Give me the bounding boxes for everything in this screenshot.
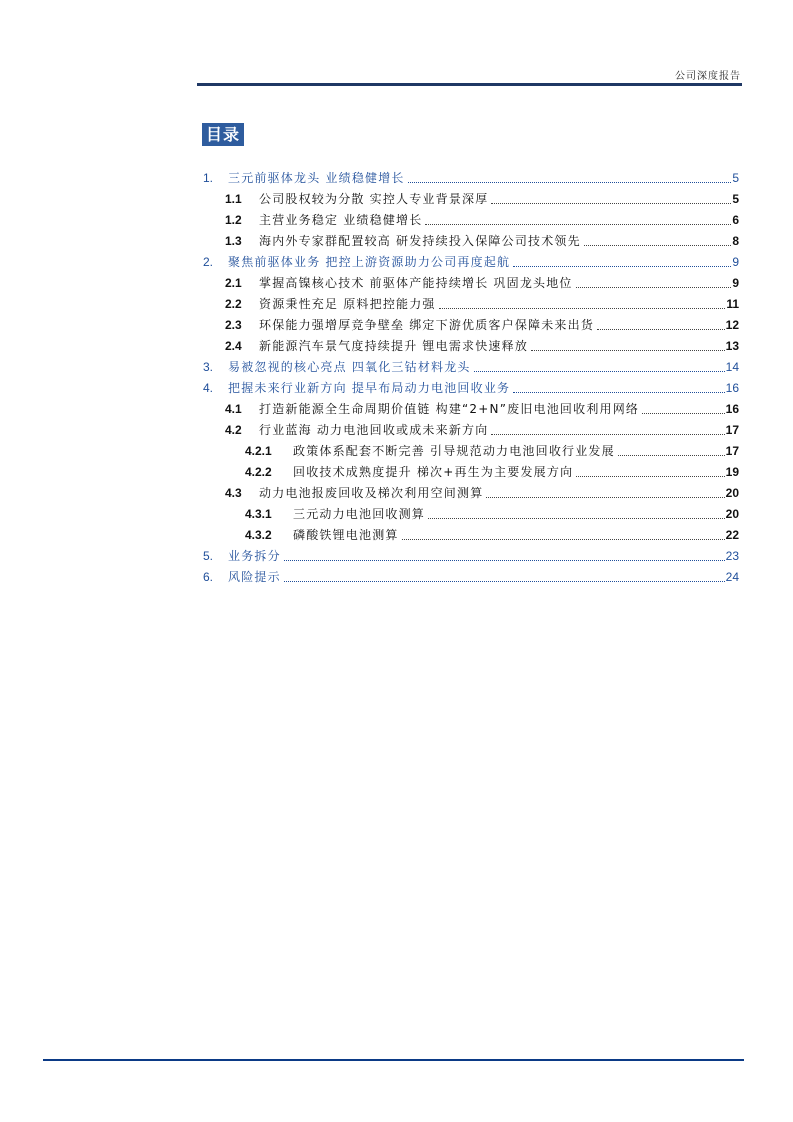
toc-entry-page[interactable]: 17 [725,422,739,437]
toc-entry-page[interactable]: 6 [732,212,739,227]
toc-entry-number: 4.3.2 [245,527,272,542]
toc-entry-number: 2.4 [225,338,242,353]
toc-entry[interactable] [197,335,739,356]
toc-entry[interactable] [197,545,739,566]
toc-entry-page[interactable]: 22 [725,527,739,542]
toc-entry-title[interactable]: 主营业务稳定 业绩稳健增长 [259,213,423,227]
toc-title: 目录 [202,123,244,146]
dot-leader [513,252,731,267]
toc-entry-title[interactable]: 把握未来行业新方向 提早布局动力电池回收业务 [228,381,511,395]
toc-entry-title[interactable]: 磷酸铁锂电池测算 [293,528,399,542]
toc-entry-title[interactable]: 三元前驱体龙头 业绩稳健增长 [228,171,405,185]
toc-entry[interactable] [197,188,739,209]
dot-leader [618,441,725,456]
toc-entry-title[interactable]: 易被忽视的核心亮点 四氧化三钴材料龙头 [228,360,471,374]
dot-leader [491,420,724,435]
dot-leader [642,399,725,414]
toc-entry-title[interactable]: 动力电池报废回收及梯次利用空间测算 [259,486,484,500]
toc-entry-title[interactable]: 行业蓝海 动力电池回收或成未来新方向 [259,423,489,437]
toc-entry[interactable] [197,524,739,545]
toc-entry-page[interactable]: 11 [726,296,739,311]
toc-entry-page[interactable]: 20 [725,485,739,500]
toc-entry-number: 5. [203,548,214,563]
toc-entry-page[interactable]: 24 [725,569,739,584]
toc-entry[interactable] [197,461,739,482]
toc-entry[interactable] [197,230,739,251]
toc-entry-number: 2. [203,254,214,269]
toc-entry-page[interactable]: 16 [725,401,739,416]
toc-entry-page[interactable]: 13 [725,338,739,353]
toc-entry-page[interactable]: 5 [732,191,739,206]
toc-entry[interactable] [197,293,739,314]
dot-leader [597,315,725,330]
toc-entry[interactable] [197,566,739,587]
toc-entry[interactable] [197,251,739,272]
toc-entry-page[interactable]: 16 [725,380,739,395]
toc-entry-page[interactable]: 19 [725,464,739,479]
header-divider [197,83,742,86]
toc-entry-title[interactable]: 掌握高镍核心技术 前驱体产能持续增长 巩固龙头地位 [259,276,573,290]
toc-entry-page[interactable]: 14 [725,359,739,374]
toc-entry-number: 2.1 [225,275,242,290]
dot-leader [513,378,724,393]
toc-entry-number: 4.3 [225,485,242,500]
toc-entry-page[interactable]: 9 [732,275,739,290]
toc-entry-title[interactable]: 三元动力电池回收测算 [293,507,426,521]
toc-entry-title[interactable]: 风险提示 [228,570,281,584]
toc-entry-number: 4.1 [225,401,242,416]
toc-entry-title[interactable]: 资源秉性充足 原料把控能力强 [259,297,436,311]
dot-leader [576,462,724,477]
toc-entry[interactable] [197,377,739,398]
dot-leader [491,189,731,204]
dot-leader [428,504,725,519]
dot-leader [531,336,725,351]
toc-entry-page[interactable]: 5 [732,170,739,185]
table-of-contents [197,167,739,587]
dot-leader [486,483,724,498]
toc-entry[interactable] [197,398,739,419]
dot-leader [576,273,732,288]
toc-entry-number: 1. [203,170,214,185]
dot-leader [439,294,726,309]
dot-leader [584,231,731,246]
toc-entry[interactable] [197,419,739,440]
dot-leader [402,525,725,540]
toc-entry-number: 4.2.1 [245,443,272,458]
toc-entry[interactable] [197,167,739,188]
toc-entry[interactable] [197,209,739,230]
dot-leader [425,210,731,225]
toc-entry[interactable] [197,272,739,293]
toc-entry-page[interactable]: 17 [725,443,739,458]
toc-entry-page[interactable]: 20 [725,506,739,521]
toc-entry-title[interactable]: 新能源汽车景气度持续提升 锂电需求快速释放 [259,339,529,353]
toc-entry-number: 3. [203,359,214,374]
toc-entry-title[interactable]: 回收技术成熟度提升 梯次+再生为主要发展方向 [293,465,574,479]
toc-entry-title[interactable]: 业务拆分 [228,549,281,563]
toc-entry-title[interactable]: 打造新能源全生命周期价值链 构建“2+N”废旧电池回收利用网络 [259,402,640,416]
toc-entry-title[interactable]: 公司股权较为分散 实控人专业背景深厚 [259,192,489,206]
toc-entry-number: 1.3 [225,233,242,248]
toc-entry-number: 6. [203,569,214,584]
toc-entry-title[interactable]: 政策体系配套不断完善 引导规范动力电池回收行业发展 [293,444,615,458]
toc-entry[interactable] [197,356,739,377]
toc-entry-page[interactable]: 9 [732,254,739,269]
toc-entry-page[interactable]: 23 [725,548,739,563]
toc-entry-number: 4.2 [225,422,242,437]
toc-entry-page[interactable]: 12 [725,317,739,332]
dot-leader [408,168,732,183]
toc-entry-title[interactable]: 海内外专家群配置较高 研发持续投入保障公司技术领先 [259,234,581,248]
toc-entry-number: 2.3 [225,317,242,332]
toc-entry[interactable] [197,482,739,503]
toc-entry-number: 4.3.1 [245,506,272,521]
toc-entry-number: 4. [203,380,214,395]
dot-leader [474,357,725,372]
dot-leader [284,567,725,582]
footer-divider [43,1059,744,1061]
report-type-label: 公司深度报告 [675,71,741,82]
toc-entry[interactable] [197,503,739,524]
toc-entry-page[interactable]: 8 [732,233,739,248]
toc-entry-number: 1.1 [225,191,242,206]
toc-entry[interactable] [197,314,739,335]
toc-entry[interactable] [197,440,739,461]
toc-entry-number: 2.2 [225,296,242,311]
toc-entry-number: 1.2 [225,212,242,227]
toc-entry-number: 4.2.2 [245,464,272,479]
dot-leader [284,546,725,561]
toc-entry-title[interactable]: 聚焦前驱体业务 把控上游资源助力公司再度起航 [228,255,511,269]
toc-entry-title[interactable]: 环保能力强增厚竞争壁垒 绑定下游优质客户保障未来出货 [259,318,595,332]
